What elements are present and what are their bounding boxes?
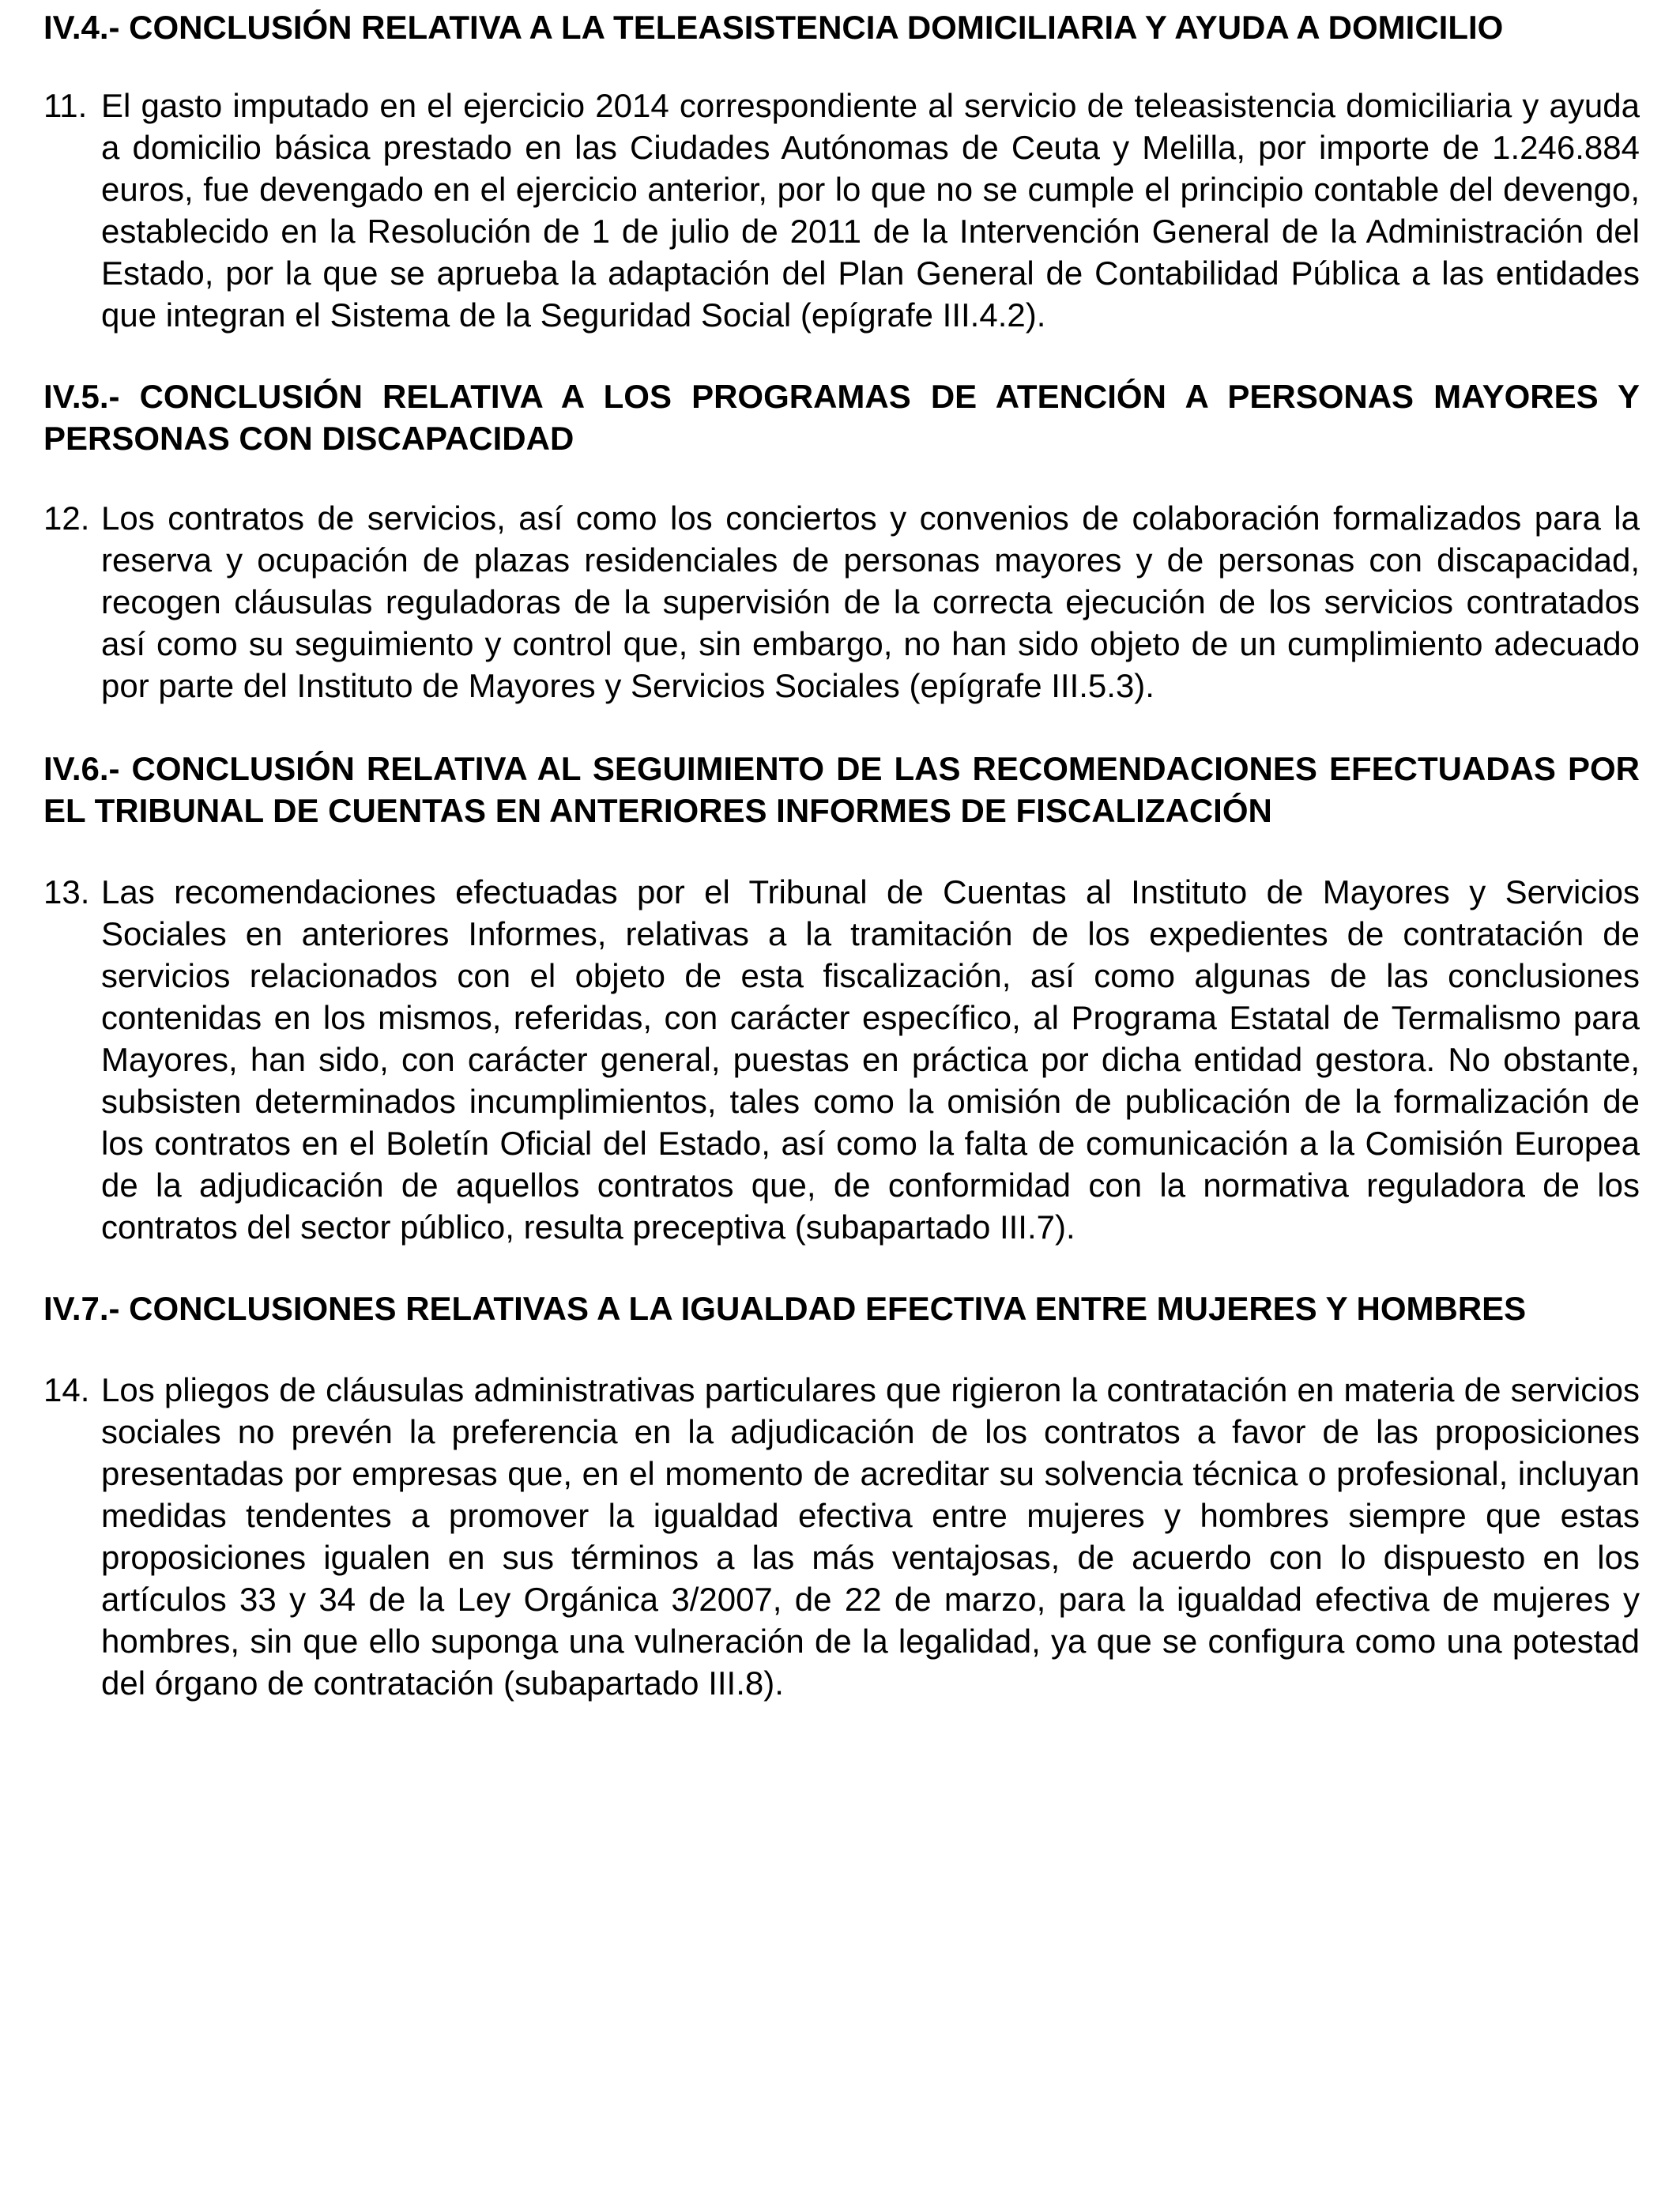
paragraph-number: 13. (43, 873, 90, 910)
paragraph-14 (43, 1369, 1640, 1704)
paragraph-11 (43, 85, 1640, 336)
document-page (43, 0, 1640, 1704)
paragraph-number: 12. (43, 499, 90, 537)
paragraph-12 (43, 497, 1640, 707)
section-heading-iv6: IV.6.- CONCLUSIÓN RELATIVA AL SEGUIMIENTO DE LAS RECOMENDACIONES EFECTUADAS POR EL TRIBUNAL DE CUENTAS EN ANTERIORES INFORMES DE FISCALIZACIÓN (43, 750, 1640, 829)
paragraph-number: 11. (43, 87, 88, 124)
paragraph-number: 14. (43, 1371, 90, 1408)
section-heading-iv4: IV.4.- CONCLUSIÓN RELATIVA A LA TELEASISTENCIA DOMICILIARIA Y AYUDA A DOMICILIO (43, 9, 1504, 46)
paragraph-text: Los contratos de servicios, así como los conciertos y convenios de colaboración formalizados para la reserva y ocupación de plazas residenciales de personas mayores y de personas con discapacidad, recogen cláusulas reguladoras de la supervisión de la correcta ejecución de los servicios contratados así como su seguimiento y control que, sin embargo, no han sido objeto de un cumplimiento adecuado por parte del Instituto de Mayores y Servicios Sociales (epígrafe III.5.3). (101, 499, 1640, 704)
section-heading-iv5: IV.5.- CONCLUSIÓN RELATIVA A LOS PROGRAMAS DE ATENCIÓN A PERSONAS MAYORES Y PERSONAS CON DISCAPACIDAD (43, 378, 1640, 457)
section-heading-iv7: IV.7.- CONCLUSIONES RELATIVAS A LA IGUALDAD EFECTIVA ENTRE MUJERES Y HOMBRES (43, 1290, 1527, 1327)
paragraph-text: Las recomendaciones efectuadas por el Tribunal de Cuentas al Instituto de Mayores y Servicios Sociales en anteriores Informes, relativas a la tramitación de los expedientes de contratación de servicios relacionados con el objeto de esta fiscalización, así como algunas de las conclusiones contenidas en los mismos, referidas, con carácter específico, al Programa Estatal de Termalismo para Mayores, han sido, con carácter general, puestas en práctica por dicha entidad gestora. No obstante, subsisten determinados incumplimientos, tales como la omisión de publicación de la formalización de los contratos en el Boletín Oficial del Estado, así como la falta de comunicación a la Comisión Europea de la adjudicación de aquellos contratos que, de conformidad con la normativa reguladora de los contratos del sector público, resulta preceptiva (subapartado III.7). (101, 873, 1640, 1246)
paragraph-13 (43, 871, 1640, 1248)
paragraph-text: El gasto imputado en el ejercicio 2014 correspondiente al servicio de teleasistencia domiciliaria y ayuda a domicilio básica prestado en las Ciudades Autónomas de Ceuta y Melilla, por importe de 1.246.884 euros, fue devengado en el ejercicio anterior, por lo que no se cumple el principio contable del devengo, establecido en la Resolución de 1 de julio de 2011 de la Intervención General de la Administración del Estado, por la que se aprueba la adaptación del Plan General de Contabilidad Pública a las entidades que integran el Sistema de la Seguridad Social (epígrafe III.4.2). (101, 87, 1640, 334)
paragraph-text: Los pliegos de cláusulas administrativas particulares que rigieron la contratación en materia de servicios sociales no prevén la preferencia en la adjudicación de los contratos a favor de las proposiciones presentadas por empresas que, en el momento de acreditar su solvencia técnica o profesional, incluyan medidas tendentes a promover la igualdad efectiva entre mujeres y hombres siempre que estas proposiciones igualen en sus términos a las más ventajosas, de acuerdo con lo dispuesto en los artículos 33 y 34 de la Ley Orgánica 3/2007, de 22 de marzo, para la igualdad efectiva de mujeres y hombres, sin que ello suponga una vulneración de la legalidad, ya que se configura como una potestad del órgano de contratación (subapartado III.8). (101, 1371, 1640, 1702)
